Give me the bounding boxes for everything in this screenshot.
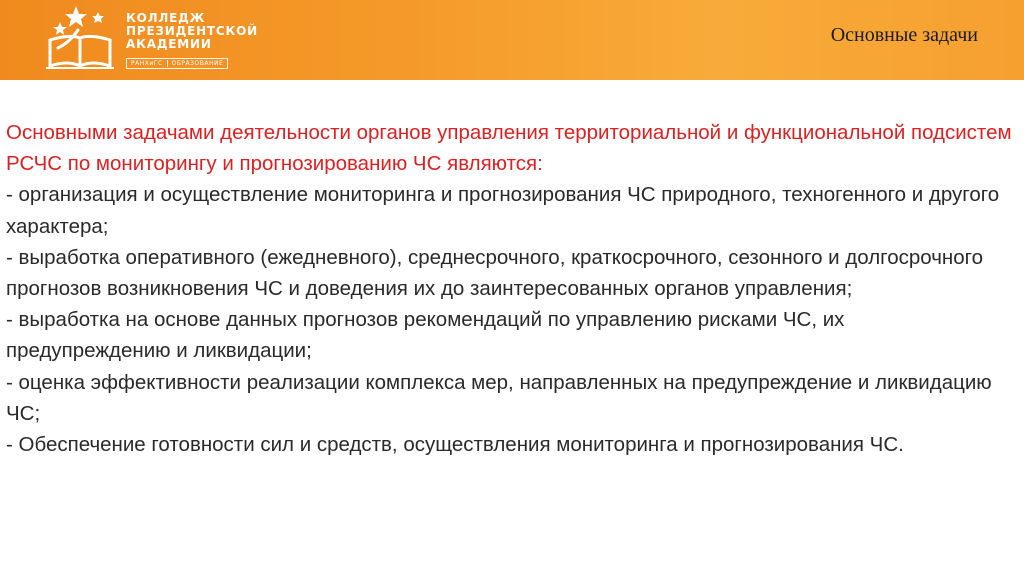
list-item: - организация и осуществление мониторинга и прогнозирования ЧС природного, техногенного и другого характера; xyxy=(6,183,1000,238)
intro-paragraph: Основными задачами деятельности органов управления территориальной и функциональной подсистем РСЧС по мониторингу и прогнозированию ЧС являются: xyxy=(6,121,1012,176)
slide-title: Основные задачи xyxy=(830,24,978,46)
logo-line: ПРЕЗИДЕНТСКОЙ xyxy=(126,24,258,38)
list-item: - выработка на основе данных прогнозов рекомендаций по управлению рисками ЧС, их предупреждению и ликвидации; xyxy=(6,308,845,363)
college-logo xyxy=(40,4,270,74)
logo-tag-right: ОБРАЗОВАНИЕ xyxy=(171,60,224,67)
header-bar xyxy=(0,0,1024,80)
logo-tag-divider xyxy=(167,60,168,67)
list-item: - оценка эффективности реализации комплекса мер, направленных на предупреждение и ликвидацию ЧС; xyxy=(6,370,992,425)
list-item: - выработка оперативного (ежедневного), среднесрочного, краткосрочного, сезонного и долгосрочного прогнозов возникновения ЧС и доведения их до заинтересованных органов управления; xyxy=(6,245,984,301)
slide-body xyxy=(6,117,1014,460)
logo-line: КОЛЛЕДЖ xyxy=(126,11,206,25)
logo-book-star-icon xyxy=(40,4,116,74)
logo-tagline xyxy=(126,58,228,69)
logo-line: АКАДЕМИИ xyxy=(126,37,212,51)
list-item: - Обеспечение готовности сил и средств, осуществления мониторинга и прогнозирования ЧС. xyxy=(6,433,904,457)
logo-tag-left: РАНХиГС xyxy=(131,60,163,67)
logo-text xyxy=(126,12,258,51)
